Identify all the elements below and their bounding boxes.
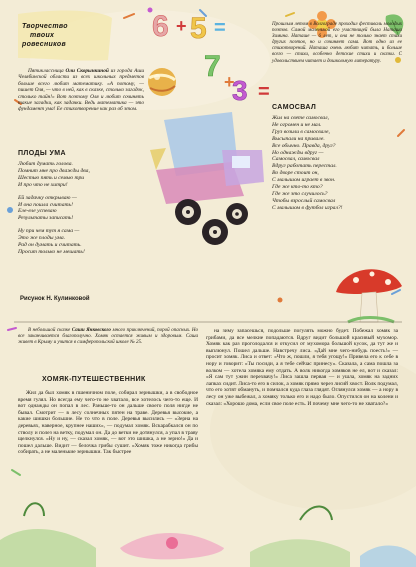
math-plus-sign-2: +	[224, 72, 235, 92]
math-digit-seven: 7	[204, 50, 221, 83]
math-plus-sign: +	[176, 16, 187, 36]
story-column-1: Жил да был хомяк в пшеничном поле, собирал зернышки, а в свободное время гулял. Но всегда ему чего-то не хватало, все хотелось чего-то еще. И вот однажды он попал в лес. Раньше-то он дальше своего поля нигде не бывал. Смотрит — в лесу солнечных пятен на траве. Деревья высокие, а какие шишки большие. Не то что в поле. Деревья высились — «Зерна на деревьях, наверное, крупнее наших», — подумал хомяк. Вскарабкался он по стволу и полез на ветку, подумал он. Да до ветки не дотянулся, а упал в траву щелкнулся. «Ну и ну, — сказал хомяк, — вот это шишка, а не зерно!» Да и пошел дальше. Видит — белочка грибы сушит. «Хомяк тоже никогда грибы собирать, а не маленькие зернышки. Так быстрее	[18, 390, 198, 456]
ball-icon	[148, 68, 176, 96]
section-header-line-1: Творчество	[22, 23, 68, 30]
illustration-credit: Рисунок Н. Кулинковой	[20, 296, 90, 302]
truck-wheel-icon	[175, 199, 201, 225]
section-header	[22, 22, 110, 49]
intro-author: Оли Скорынкиной	[65, 68, 109, 74]
poem-left	[18, 150, 148, 256]
poem-left-title: ПЛОДЫ УМА	[18, 150, 66, 157]
section-header-line-2: твоих	[30, 32, 55, 39]
math-digit-six: 6	[152, 10, 169, 43]
math-digit-five: 5	[190, 12, 207, 45]
intro-right: Прошлым летом в Волгограде проходил фестиваль молодых поэтов. Самой маленькой его участницей была Наташа Зимина. Наташе — 6 лет, и она не только знает стихи других поэтов, но и сочиняет сама. Вот одно из ее стихотворений. Наташа очень любит читать, и больше всего — стихи, особенно детские стихи и сказки. С удовольствием читает и дошкольную литературу.	[272, 22, 402, 64]
truck-wheel-icon	[202, 219, 228, 245]
poem-right-title: САМОСВАЛ	[272, 104, 317, 111]
story-intro: В небольшой сказке Саши Янковского много приключений, порой опасных. Но все заканчивается благополучно. Хомяк остается живым и здоровым. Саша живет в Крыму и учится в симферопольской школе № 25.	[18, 328, 199, 346]
story-column-2: на зиму запасешься, подольше погулять можно будет. Побежал хомяк за грибами, да все мелкие попадаются. Вдруг видит большой красивый мухомор. Хомяк как раз проголодался и откусил от мухомора большой кусок, да тут же и выплюнул. Пошел дальше. Навстречу лиса. «Дай мне чего-нибудь поесть!» — просит хомяк. Лиса и ответ: «Что ж, пошли, я тебя угощу!» Привела его к себе в нору и говорит: «Ты посиди, а я тебе сейчас принесу». Сказала, а сама пошла за волком — хотела хомяка ему отдать. А волк никогда хомяков не ел, вот и сказал: «Я сам тут ужин перехвачу!» Лиса зашла первая — и ушла, хомяк на задних лапках сидит. Лиса-то его в силок, а хомяк прямо через лисий хвост. Волк подумал, что его хотят обмануть, и помчался куда глаза глядят. Оглянулся хомяк — а нору в лесу он уже выбежал, а хомяку только его и надо было. Опустился он на колени и сказал: «Хорошо дома, если свое поле есть. И почему мне чего-то не хватало?»	[206, 328, 398, 407]
poem-right-body: Жил на свете самосвал, Не огромен и не мал. Груз возили в самосвале, Высыпали на привале. Все обычно. Правда, друг? Но однажды вдруг — Самосвал, самосвал Вдруг работать перестал. Во дворе стоит он, С малышом играет в звон. Где же кто-то кто? Где же это случилось? Чтобы взрослый самосвал С малышом в футбол играл?!	[272, 115, 343, 211]
poem-left-body: Любит думать голова. Помнит мне про дважды два, Шестью пять и семью три И про что не хитри! Ей задачку открываю — И она пошла считать! Еле-еле успеваю Результаты записать! Ну при чем тут я сама — Это же плоды ума. Рад он думать и считать. Просит только не мешать!	[18, 161, 90, 255]
story-intro-author: Саши Янковского	[71, 328, 111, 333]
math-digit-three: 3	[232, 75, 248, 106]
math-equals-sign-2: =	[258, 81, 270, 103]
intro-left: Пятиклассница Оли Скорынкиной из города Аши Челябинской области из всех школьных предметов больше всего любит математику. «А потому, — пишет Оля, — что в ней, как в сказке, столько загадок, столько тайн!» Вот поэтому Оля и любит сочинять такие загадки, как задачки. Ведь математика — это фундамент ума! Ее стихотворение как раз об этом.	[18, 68, 144, 113]
truck-wheel-icon	[226, 203, 248, 225]
math-equals-sign: =	[214, 17, 226, 39]
section-header-line-3: ровесников	[22, 41, 67, 48]
story-title: ХОМЯК-ПУТЕШЕСТВЕННИК	[42, 376, 146, 383]
poem-right	[272, 104, 406, 212]
